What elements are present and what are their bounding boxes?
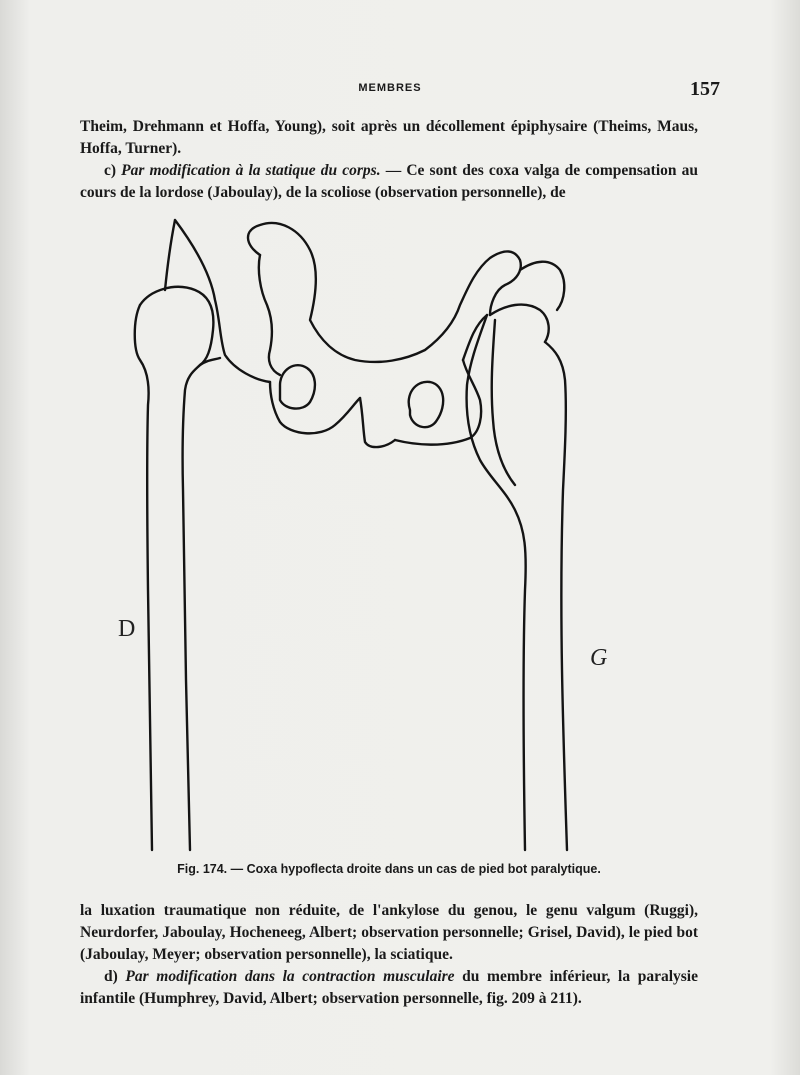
top-text-block — [80, 116, 698, 204]
right-femur-inner-line — [492, 320, 515, 485]
paragraph-continuation: Theim, Drehmann et Hoffa, Young), soit après un décollement épiphysaire (Theims, Maus, Hoffa, Turner). — [80, 118, 698, 157]
right-femur-greater-trochanter — [520, 262, 564, 310]
right-femur-head — [490, 305, 549, 342]
figure-label-left-side: G — [590, 645, 608, 671]
page-number: 157 — [690, 78, 720, 100]
right-obturator-foramen — [409, 382, 443, 427]
figure-174 — [95, 210, 695, 865]
paragraph-c-prefix: c) — [104, 162, 122, 179]
paragraph-d-prefix: d) — [104, 968, 126, 985]
hip-radiograph-tracing — [95, 210, 695, 865]
figure-label-right-side: D — [118, 616, 136, 642]
page-header — [80, 78, 720, 106]
paragraph-c-heading: Par modification à la statique du corps. — [121, 162, 381, 179]
running-title: MEMBRES — [358, 82, 422, 94]
left-obturator-foramen — [280, 365, 315, 408]
paragraph-d-body: du membre inférieur, la paralysie infantile (Humphrey, David, Albert; observation personnelle, fig. 209 à 211). — [80, 968, 698, 1007]
left-femur-head-outline — [135, 305, 152, 850]
paragraph-c — [80, 160, 698, 204]
bottom-text-block — [80, 900, 698, 1010]
right-femur-medial — [467, 315, 526, 850]
paragraph-continued: la luxation traumatique non réduite, de l'ankylose du genou, le genu valgum (Ruggi), Neurdorfer, Jaboulay, Hocheneeg, Albert; observation personnelle; Grisel, David), le pied bot (Jaboulay, Meyer; observation personnelle), la sciatique. — [80, 902, 698, 963]
right-femur-neck-lateral — [545, 342, 567, 850]
paragraph-d — [80, 966, 698, 1010]
paragraph-d-heading: Par modification dans la contraction musculaire — [125, 968, 455, 985]
pelvis-left-ilium — [259, 255, 280, 375]
pelvis-iliac-crest — [248, 223, 521, 362]
pelvis-symphysis — [360, 398, 395, 447]
paragraph-c-body: — Ce sont des coxa valga de compensation au cours de la lordose (Jaboulay), de la scoliose (observation personnelle), de — [80, 162, 699, 201]
figure-caption: Fig. 174. — Coxa hypoflecta droite dans un cas de pied bot paralytique. — [177, 862, 601, 876]
